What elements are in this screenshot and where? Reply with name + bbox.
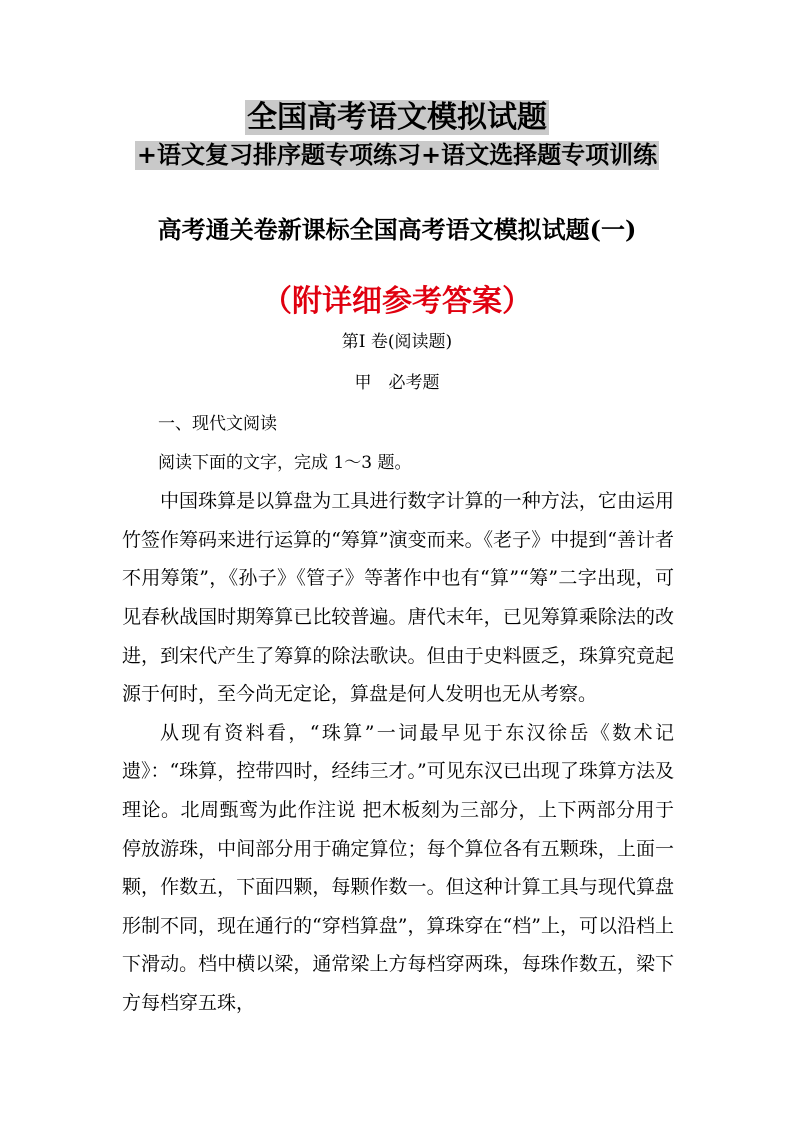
reading-paragraph: 从现有资料看，“珠算”一词最早见于东汉徐岳《数术记遗》：“珠算，控带四时，经纬三才。”可见东汉已出现了珠算方法及理论。北周甄鸾为此作注说 把木板刻为三部分，上下两部分用于停放游珠，中间部分用于确定算位；每个算位各有五颗珠，上面一颗，作数五，下面四颗，每颗作数一。但这种计算工具与现代算盘形制不同，现在通行的“穿档算盘”，算珠穿在“档”上，可以沿档上下滑动。档中横以梁，通常梁上方每档穿两珠，每珠作数五，梁下方每档穿五珠， xyxy=(122,721,674,1014)
reading-instruction: 阅读下面的文字，完成 1～3 题。 xyxy=(158,452,412,473)
reading-content xyxy=(122,405,674,1023)
reading-paragraph: 中国珠算是以算盘为工具进行数字计算的一种方法，它由运用竹签作筹码来进行运算的“筹算”演变而来。《老子》中提到“善计者不用筹策”，《孙子》《管子》等著作中也有“算”“筹”二字出现，可见春秋战国时期筹算已比较普遍。唐代末年，已见筹算乘除法的改进，到宋代产生了筹算的除法歌诀。但由于史料匮乏，珠算究竟起源于何时，至今尚无定论，算盘是何人发明也无从考察。 xyxy=(122,490,674,706)
answer-note: （附详细参考答案） xyxy=(262,284,532,319)
section-heading-required: 甲 必考题 xyxy=(354,373,440,393)
main-title: 全国高考语文模拟试题 xyxy=(247,100,547,135)
reading-section-heading: 一、现代文阅读 xyxy=(158,414,277,434)
document-title-block xyxy=(0,100,794,170)
volume-heading: 第Ⅰ 卷(阅读题) xyxy=(341,332,453,352)
exam-title: 高考通关卷新课标全国高考语文模拟试题(一) xyxy=(157,215,637,244)
sub-title: +语文复习排序题专项练习+语文选择题专项训练 xyxy=(136,140,658,170)
